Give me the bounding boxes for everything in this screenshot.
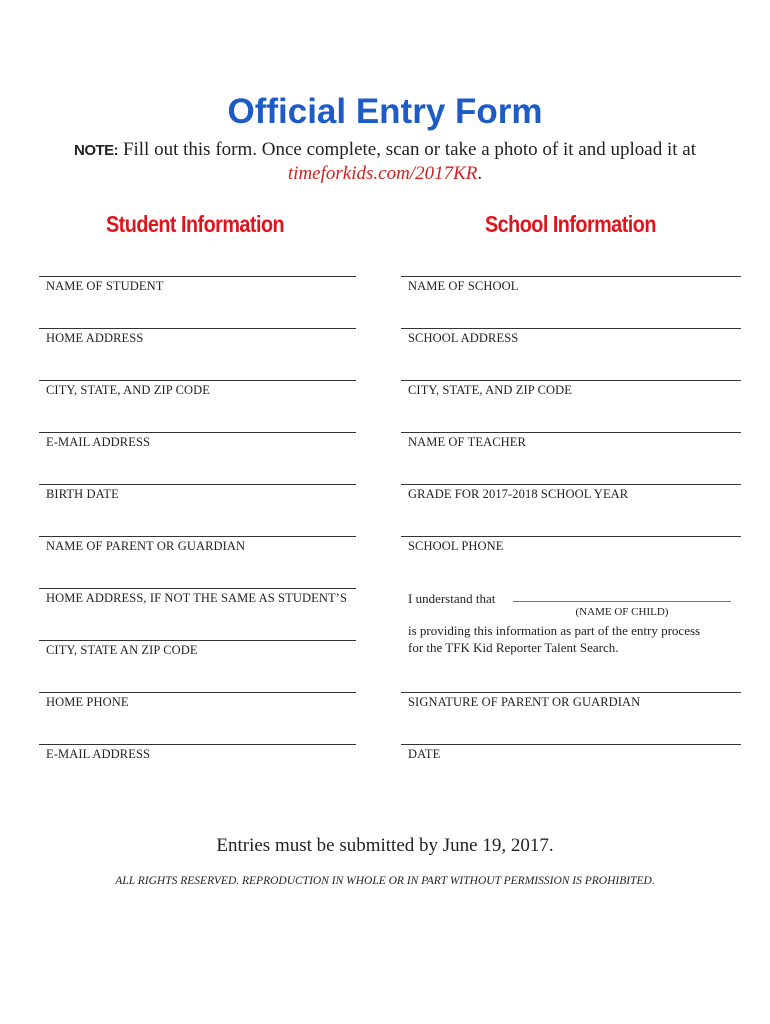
school-city-line[interactable] (401, 380, 741, 381)
student-address-line[interactable] (39, 328, 356, 329)
school-name-label: NAME OF SCHOOL (408, 279, 519, 293)
student-city-line[interactable] (39, 380, 356, 381)
teacher-name-line[interactable] (401, 432, 741, 433)
instruction-note (0, 138, 770, 185)
note-label: NOTE: (74, 142, 119, 159)
child-name-caption: (NAME OF CHILD) (575, 606, 669, 618)
form-title: Official Entry Form (227, 92, 543, 131)
rights-notice: ALL RIGHTS RESERVED. REPRODUCTION IN WHOLE OR IN PART WITHOUT PERMISSION IS PROHIBITED. (115, 875, 655, 887)
guardian-city-line[interactable] (39, 640, 356, 641)
guardian-email-label: E-MAIL ADDRESS (46, 747, 151, 761)
upload-link[interactable]: timeforkids.com/2017KR (287, 163, 478, 184)
grade-label: GRADE FOR 2017-2018 SCHOOL YEAR (408, 487, 629, 501)
signature-line[interactable] (401, 692, 741, 693)
guardian-address-line[interactable] (39, 588, 356, 589)
student-email-line[interactable] (39, 432, 356, 433)
signature-label: SIGNATURE OF PARENT OR GUARDIAN (408, 695, 641, 709)
student-email-label: E-MAIL ADDRESS (46, 435, 151, 449)
consent-prefix: I understand that (408, 591, 496, 606)
student-address-label: HOME ADDRESS (46, 331, 144, 345)
school-section-heading: School Information (485, 211, 656, 237)
note-text: Fill out this form. Once complete, scan or take a photo of it and upload it at (122, 139, 696, 160)
birth-date-label: BIRTH DATE (46, 487, 119, 501)
note-suffix: . (477, 163, 483, 184)
school-address-label: SCHOOL ADDRESS (408, 331, 519, 345)
school-address-line[interactable] (401, 328, 741, 329)
student-name-label: NAME OF STUDENT (46, 279, 164, 293)
school-name-line[interactable] (401, 276, 741, 277)
deadline-text: Entries must be submitted by June 19, 2017. (216, 835, 554, 856)
grade-line[interactable] (401, 484, 741, 485)
child-name-line[interactable] (513, 601, 731, 602)
school-city-label: CITY, STATE, AND ZIP CODE (408, 383, 573, 397)
school-phone-label: SCHOOL PHONE (408, 539, 504, 553)
birth-date-line[interactable] (39, 484, 356, 485)
consent-line-1: is providing this information as part of the entry process (408, 623, 701, 638)
guardian-name-label: NAME OF PARENT OR GUARDIAN (46, 539, 246, 553)
school-phone-line[interactable] (401, 536, 741, 537)
guardian-email-line[interactable] (39, 744, 356, 745)
guardian-city-label: CITY, STATE AN ZIP CODE (46, 643, 198, 657)
student-city-label: CITY, STATE, AND ZIP CODE (46, 383, 211, 397)
student-name-line[interactable] (39, 276, 356, 277)
home-phone-label: HOME PHONE (46, 695, 129, 709)
consent-line-2: for the TFK Kid Reporter Talent Search. (408, 640, 619, 655)
date-line[interactable] (401, 744, 741, 745)
guardian-name-line[interactable] (39, 536, 356, 537)
teacher-name-label: NAME OF TEACHER (408, 435, 526, 449)
home-phone-line[interactable] (39, 692, 356, 693)
date-label: DATE (408, 747, 441, 761)
student-section-heading: Student Information (106, 211, 285, 237)
guardian-address-label: HOME ADDRESS, IF NOT THE SAME AS STUDENT’S (46, 591, 347, 605)
